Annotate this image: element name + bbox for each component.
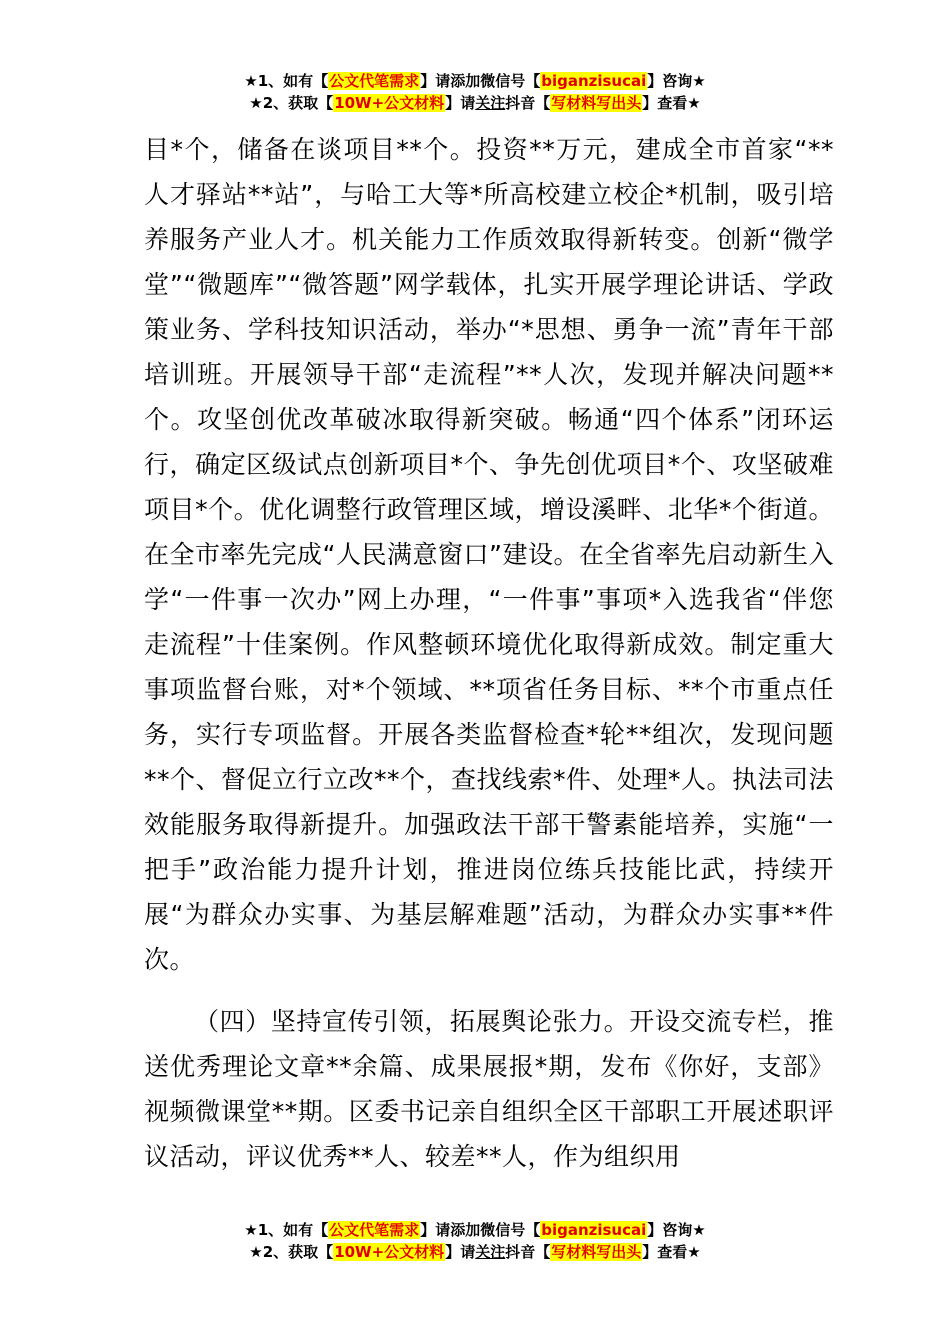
follow-underlined: 关注	[475, 94, 506, 112]
banner-line-2: ★2、获取【10W+公文材料】请关注抖音【写材料写出头】查看★	[249, 1243, 701, 1261]
highlight-service: 公文代笔需求	[329, 1221, 420, 1239]
header-banner	[0, 70, 950, 114]
banner-line-1: ★1、如有【公文代笔需求】请添加微信号【biganzisucai】咨询★	[244, 72, 706, 90]
paragraph-1: 目*个，储备在谈项目**个。投资**万元，建成全市首家“**人才驿站**站”，与哈工大等*所高校建立校企*机制，吸引培养服务产业人才。机关能力工作质效取得新转变。创新“微学堂”“微题库”“微答题”网学载体，扎实开展学理论讲话、学政策业务、学科技知识活动，举办“*思想、勇争一流”青年干部培训班。开展领导干部“走流程”**人次，发现并解决问题**个。攻坚创优改革破冰取得新突破。畅通“四个体系”闭环运行，确定区级试点创新项目*个、争先创优项目*个、攻坚破难项目*个。优化调整行政管理区域，增设溪畔、北华*个街道。在全市率先完成“人民满意窗口”建设。在全省率先启动新生入学“一件事一次办”网上办理，“一件事”事项*入选我省“伴您走流程”十佳案例。作风整顿环境优化取得新成效。制定重大事项监督台账，对*个领域、**项省任务目标、**个市重点任务，实行专项监督。开展各类监督检查*轮**组次，发现问题**个、督促立行立改**个，查找线索*件、处理*人。执法司法效能服务取得新提升。加强政法干部干警素能培养，实施“一把手”政治能力提升计划，推进岗位练兵技能比武，持续开展“为群众办实事、为基层解难题”活动，为群众办实事**件次。	[144, 135, 835, 974]
banner-line-2: ★2、获取【10W+公文材料】请关注抖音【写材料写出头】查看★	[249, 94, 701, 112]
highlight-service: 公文代笔需求	[329, 72, 420, 90]
footer-banner	[0, 1219, 950, 1263]
follow-underlined: 关注	[475, 1243, 506, 1261]
highlight-materials: 10W+公文材料	[334, 1243, 445, 1261]
highlight-wechat-id: biganzisucai	[541, 72, 647, 90]
paragraph-2: （四）坚持宣传引领，拓展舆论张力。开设交流专栏，推送优秀理论文章**余篇、成果展报*期，发布《你好，支部》视频微课堂**期。区委书记亲自组织全区干部职工开展述职评议活动，评议优秀**人、较差**人，作为组织用	[144, 1007, 834, 1171]
banner-line-1: ★1、如有【公文代笔需求】请添加微信号【biganzisucai】咨询★	[244, 1221, 706, 1239]
highlight-douyin: 写材料写出头	[551, 94, 642, 112]
highlight-wechat-id: biganzisucai	[541, 1221, 647, 1239]
document-body	[144, 127, 834, 1179]
highlight-materials: 10W+公文材料	[334, 94, 445, 112]
highlight-douyin: 写材料写出头	[551, 1243, 642, 1261]
